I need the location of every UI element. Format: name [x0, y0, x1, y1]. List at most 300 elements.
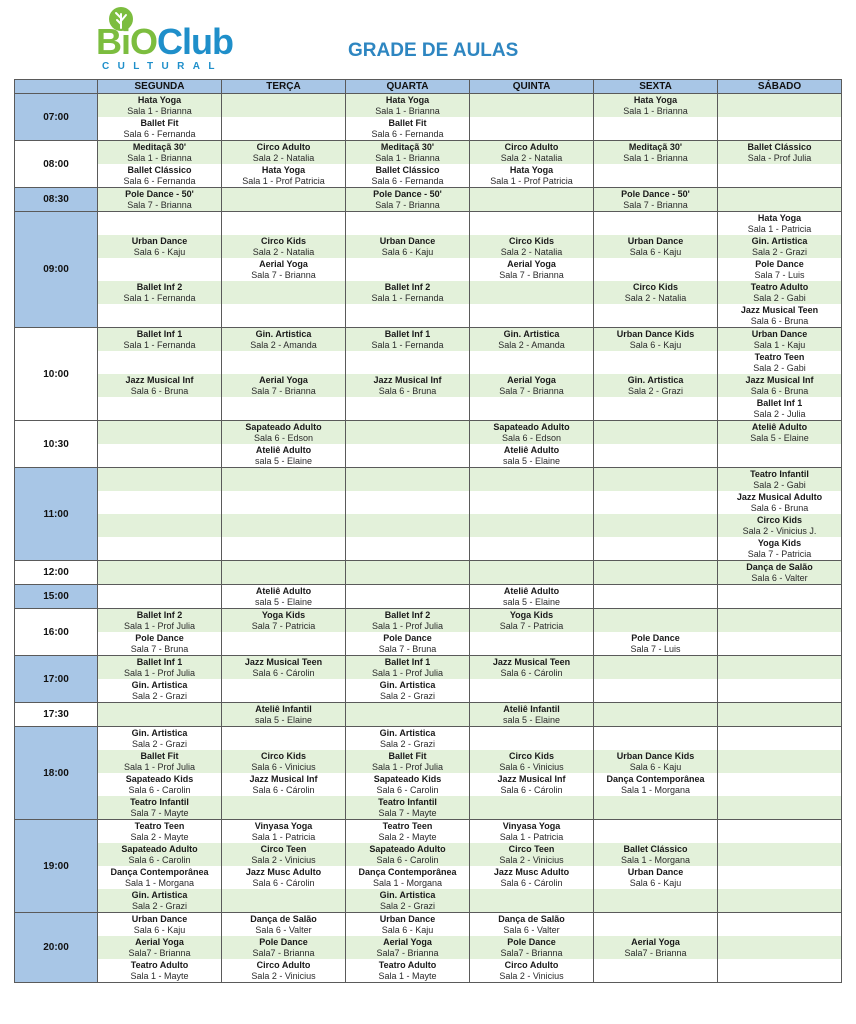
schedule-cell	[98, 397, 222, 421]
schedule-cell	[222, 164, 346, 188]
class-room-teacher: Sala 7 - Brianna	[499, 269, 564, 280]
class-room-teacher: Sala 7 - Patricia	[251, 620, 316, 631]
class-schedule-table	[14, 79, 842, 983]
class-room-teacher: Sala 6 - Cárolin	[500, 784, 563, 795]
class-room-teacher: Sala 6 - Bruna	[750, 502, 809, 513]
bioclub-logo	[96, 4, 236, 72]
schedule-cell	[718, 444, 842, 468]
schedule-cell	[594, 773, 718, 796]
class-name: Aerial Yoga	[135, 936, 184, 947]
class-name: Pole Dance - 50'	[125, 188, 194, 199]
schedule-row	[15, 585, 842, 609]
class-name: Urban Dance	[627, 235, 684, 246]
schedule-row	[15, 609, 842, 633]
class-name: Teatro Infantil	[130, 796, 189, 807]
schedule-row	[15, 561, 842, 585]
class-name: Pole Dance	[755, 258, 804, 269]
time-slot-label: 12:00	[15, 561, 98, 585]
schedule-cell	[98, 820, 222, 844]
class-name: Teatro Teen	[134, 820, 185, 831]
schedule-cell	[222, 94, 346, 118]
class-name: Ateliê Adulto	[255, 585, 312, 596]
class-room-teacher: Sala 1 - Kaju	[753, 339, 806, 350]
schedule-cell	[222, 258, 346, 281]
schedule-row	[15, 537, 842, 561]
time-slot-label: 17:00	[15, 656, 98, 703]
class-room-teacher: Sala 2 - Grazi	[379, 690, 436, 701]
class-name: Urban Dance Kids	[616, 750, 695, 761]
class-room-teacher: Sala 6 - Kaju	[629, 246, 682, 257]
schedule-cell	[594, 843, 718, 866]
schedule-cell	[718, 397, 842, 421]
class-room-teacher: Sala7 - Brianna	[624, 947, 687, 958]
schedule-cell	[594, 585, 718, 609]
schedule-cell	[98, 235, 222, 258]
class-room-teacher: Sala 6 - Valter	[255, 924, 312, 935]
class-room-teacher: Sala 6 - Valter	[503, 924, 560, 935]
schedule-cell	[346, 235, 470, 258]
schedule-cell	[98, 141, 222, 165]
schedule-cell	[346, 328, 470, 352]
schedule-cell	[222, 351, 346, 374]
schedule-cell	[718, 727, 842, 751]
class-room-teacher: Sala 2 - Grazi	[751, 246, 808, 257]
class-room-teacher: Sala 7 - Brianna	[375, 199, 440, 210]
schedule-cell	[222, 843, 346, 866]
schedule-cell	[470, 304, 594, 328]
class-room-teacher: Sala 1 - Prof Julia	[371, 761, 444, 772]
schedule-cell	[222, 609, 346, 633]
class-room-teacher: Sala 6 - Valter	[751, 572, 808, 583]
class-name: Ateliê Adulto	[503, 585, 560, 596]
schedule-cell	[594, 421, 718, 445]
class-name: Jazz Musc Adulto	[245, 866, 322, 877]
schedule-cell	[718, 258, 842, 281]
schedule-cell	[222, 959, 346, 983]
class-name: Ballet Inf 2	[136, 609, 183, 620]
class-room-teacher: Sala 1 - Prof Julia	[123, 761, 196, 772]
schedule-cell	[594, 94, 718, 118]
day-header: SÁBADO	[718, 80, 842, 94]
schedule-cell	[98, 632, 222, 656]
schedule-cell	[346, 281, 470, 304]
schedule-cell	[98, 936, 222, 959]
class-name: Hata Yoga	[261, 164, 306, 175]
class-name: Aerial Yoga	[631, 936, 680, 947]
class-name: Pole Dance	[259, 936, 308, 947]
class-name: Gin. Artistica	[255, 328, 312, 339]
schedule-cell	[222, 374, 346, 397]
class-name: Circo Adulto	[256, 959, 311, 970]
time-slot-label: 19:00	[15, 820, 98, 913]
schedule-cell	[470, 585, 594, 609]
schedule-cell	[346, 773, 470, 796]
schedule-row	[15, 374, 842, 397]
class-name: Jazz Musical Adulto	[736, 491, 823, 502]
schedule-cell	[346, 117, 470, 141]
class-room-teacher: Sala 6 - Bruna	[750, 315, 809, 326]
class-name: Jazz Musical Inf	[497, 773, 566, 784]
class-name: Ballet Inf 2	[136, 281, 183, 292]
schedule-cell	[470, 397, 594, 421]
schedule-cell	[594, 889, 718, 913]
class-name: Ballet Fit	[140, 750, 179, 761]
schedule-cell	[222, 117, 346, 141]
class-name: Sapateado Adulto	[369, 843, 446, 854]
schedule-cell	[346, 141, 470, 165]
schedule-row	[15, 796, 842, 820]
schedule-cell	[346, 843, 470, 866]
class-room-teacher: Sala 6 - Kaju	[629, 761, 682, 772]
schedule-row	[15, 444, 842, 468]
class-name: Hata Yoga	[385, 94, 430, 105]
schedule-cell	[346, 421, 470, 445]
class-room-teacher: Sala 2 - Grazi	[131, 738, 188, 749]
class-room-teacher: Sala 1 - Brianna	[623, 152, 688, 163]
schedule-cell	[98, 703, 222, 727]
class-room-teacher: Sala 1 - Morgana	[124, 877, 195, 888]
schedule-cell	[594, 561, 718, 585]
schedule-cell	[346, 188, 470, 212]
schedule-cell	[470, 820, 594, 844]
schedule-cell	[346, 397, 470, 421]
schedule-cell	[594, 913, 718, 937]
schedule-cell	[98, 444, 222, 468]
class-name: Dança Contemporânea	[110, 866, 209, 877]
class-room-teacher: Sala 1 - Morgana	[372, 877, 443, 888]
schedule-cell	[222, 796, 346, 820]
page-title: GRADE DE AULAS	[348, 40, 519, 61]
schedule-cell	[98, 959, 222, 983]
class-room-teacher: Sala 6 - Vinicius	[499, 761, 564, 772]
schedule-row	[15, 188, 842, 212]
class-name: Circo Kids	[508, 750, 554, 761]
schedule-cell	[470, 727, 594, 751]
logo-wordmark: BiOClub	[96, 21, 233, 62]
day-header: QUARTA	[346, 80, 470, 94]
schedule-cell	[718, 656, 842, 680]
schedule-body	[15, 94, 842, 983]
schedule-cell	[98, 281, 222, 304]
schedule-row	[15, 212, 842, 236]
schedule-cell	[470, 796, 594, 820]
schedule-cell	[594, 141, 718, 165]
schedule-row	[15, 703, 842, 727]
class-room-teacher: Sala 7 - Brianna	[251, 269, 316, 280]
schedule-cell	[222, 444, 346, 468]
schedule-cell	[346, 796, 470, 820]
class-name: Urban Dance	[379, 235, 436, 246]
class-name: Ateliê Adulto	[255, 444, 312, 455]
class-name: Jazz Musc Adulto	[493, 866, 570, 877]
schedule-cell	[222, 703, 346, 727]
schedule-cell	[470, 679, 594, 703]
schedule-cell	[470, 281, 594, 304]
class-name: Urban Dance Kids	[616, 328, 695, 339]
schedule-cell	[222, 212, 346, 236]
class-name: Ateliê Adulto	[751, 421, 808, 432]
class-name: Sapateado Adulto	[245, 421, 322, 432]
schedule-cell	[222, 773, 346, 796]
class-room-teacher: Sala 6 - Kaju	[629, 877, 682, 888]
class-room-teacher: Sala 1 - Fernanda	[371, 339, 444, 350]
class-name: Jazz Musical Inf	[249, 773, 318, 784]
schedule-cell	[346, 889, 470, 913]
schedule-cell	[470, 750, 594, 773]
class-room-teacher: Sala 2 - Mayte	[378, 831, 437, 842]
schedule-cell	[98, 585, 222, 609]
class-name: Ballet Inf 1	[136, 328, 183, 339]
schedule-cell	[594, 820, 718, 844]
class-room-teacher: Sala 1 - Brianna	[127, 152, 192, 163]
schedule-cell	[222, 889, 346, 913]
class-room-teacher: Sala 1 - Prof Patricia	[490, 175, 573, 186]
class-name: Pole Dance	[507, 936, 556, 947]
class-name: Urban Dance	[379, 913, 436, 924]
time-slot-label: 17:30	[15, 703, 98, 727]
class-room-teacher: Sala 1 - Morgana	[620, 784, 691, 795]
schedule-cell	[718, 820, 842, 844]
schedule-row	[15, 866, 842, 889]
class-name: Sapateado Adulto	[493, 421, 570, 432]
schedule-cell	[346, 727, 470, 751]
class-name: Teatro Teen	[382, 820, 433, 831]
class-room-teacher: Sala - Prof Julia	[747, 152, 812, 163]
class-name: Aerial Yoga	[259, 374, 308, 385]
schedule-cell	[718, 843, 842, 866]
class-room-teacher: Sala 7 - Bruna	[130, 643, 189, 654]
schedule-row	[15, 514, 842, 537]
schedule-cell	[718, 94, 842, 118]
schedule-cell	[594, 866, 718, 889]
class-name: Circo Adulto	[256, 141, 311, 152]
schedule-cell	[346, 258, 470, 281]
class-room-teacher: sala 5 - Elaine	[254, 714, 313, 725]
schedule-cell	[98, 561, 222, 585]
class-room-teacher: Sala 6 - Cárolin	[252, 877, 315, 888]
schedule-row	[15, 820, 842, 844]
schedule-row	[15, 351, 842, 374]
class-room-teacher: Sala 7 - Brianna	[127, 199, 192, 210]
schedule-cell	[594, 491, 718, 514]
class-room-teacher: Sala 2 - Vinicius	[251, 970, 316, 981]
class-room-teacher: Sala 1 - Brianna	[375, 105, 440, 116]
schedule-cell	[718, 866, 842, 889]
class-room-teacher: Sala 1 - Fernanda	[123, 339, 196, 350]
schedule-row	[15, 727, 842, 751]
schedule-cell	[222, 913, 346, 937]
time-slot-label: 18:00	[15, 727, 98, 820]
schedule-cell	[718, 609, 842, 633]
class-name: Aerial Yoga	[383, 936, 432, 947]
class-name: Teatro Infantil	[750, 468, 809, 479]
schedule-cell	[346, 750, 470, 773]
class-room-teacher: sala 5 - Elaine	[254, 455, 313, 466]
schedule-cell	[222, 304, 346, 328]
schedule-cell	[718, 374, 842, 397]
class-room-teacher: Sala 1 - Patricia	[251, 831, 316, 842]
schedule-cell	[98, 468, 222, 492]
class-name: Sapateado Kids	[373, 773, 442, 784]
schedule-row	[15, 235, 842, 258]
schedule-cell	[222, 656, 346, 680]
schedule-cell	[594, 212, 718, 236]
class-room-teacher: Sala7 - Brianna	[252, 947, 315, 958]
class-room-teacher: Sala 1 - Brianna	[375, 152, 440, 163]
schedule-cell	[98, 514, 222, 537]
class-room-teacher: Sala 6 - Bruna	[130, 385, 189, 396]
schedule-cell	[346, 936, 470, 959]
class-room-teacher: Sala 6 - Bruna	[378, 385, 437, 396]
schedule-cell	[594, 537, 718, 561]
schedule-cell	[718, 889, 842, 913]
class-name: Urban Dance	[131, 235, 188, 246]
class-room-teacher: Sala 2 - Gabi	[753, 292, 806, 303]
class-room-teacher: Sala 6 - Carolin	[128, 854, 191, 865]
schedule-cell	[222, 421, 346, 445]
schedule-cell	[470, 141, 594, 165]
class-room-teacher: Sala 6 - Carolin	[376, 784, 439, 795]
schedule-cell	[594, 374, 718, 397]
schedule-cell	[222, 141, 346, 165]
class-room-teacher: Sala 2 - Natalia	[500, 152, 563, 163]
schedule-cell	[98, 727, 222, 751]
class-room-teacher: Sala 2 - Gabi	[753, 362, 806, 373]
class-name: Pole Dance - 50'	[373, 188, 442, 199]
class-name: Ateliê Adulto	[503, 444, 560, 455]
class-name: Circo Kids	[260, 235, 306, 246]
class-name: Dança Contemporânea	[606, 773, 705, 784]
schedule-cell	[222, 750, 346, 773]
time-slot-label: 07:00	[15, 94, 98, 141]
class-room-teacher: Sala7 - Brianna	[500, 947, 563, 958]
schedule-cell	[470, 258, 594, 281]
class-name: Ballet Inf 2	[384, 281, 431, 292]
schedule-row	[15, 491, 842, 514]
day-header: SEXTA	[594, 80, 718, 94]
schedule-cell	[594, 444, 718, 468]
class-room-teacher: Sala 2 - Amanda	[250, 339, 317, 350]
schedule-cell	[594, 304, 718, 328]
class-name: Circo Teen	[508, 843, 555, 854]
class-name: Hata Yoga	[757, 212, 802, 223]
schedule-cell	[98, 117, 222, 141]
class-name: Ballet Inf 1	[136, 656, 183, 667]
class-room-teacher: Sala 2 - Vinicius	[251, 854, 316, 865]
schedule-cell	[718, 188, 842, 212]
class-room-teacher: Sala 6 - Kaju	[381, 246, 434, 257]
schedule-cell	[470, 514, 594, 537]
class-room-teacher: Sala 6 - Edson	[501, 432, 562, 443]
schedule-cell	[222, 328, 346, 352]
time-column-header	[15, 80, 98, 94]
schedule-cell	[718, 913, 842, 937]
class-room-teacher: Sala 1 - Prof Julia	[123, 667, 196, 678]
schedule-cell	[98, 351, 222, 374]
schedule-cell	[470, 537, 594, 561]
schedule-cell	[594, 936, 718, 959]
schedule-cell	[594, 656, 718, 680]
schedule-cell	[346, 913, 470, 937]
schedule-cell	[594, 328, 718, 352]
class-name: Ballet Inf 2	[384, 609, 431, 620]
page-header	[0, 0, 856, 78]
schedule-cell	[470, 656, 594, 680]
class-name: Ballet Fit	[140, 117, 179, 128]
schedule-cell	[222, 679, 346, 703]
class-name: Gin. Artistica	[751, 235, 808, 246]
schedule-cell	[594, 397, 718, 421]
class-name: Jazz Musical Inf	[745, 374, 814, 385]
schedule-cell	[222, 491, 346, 514]
schedule-cell	[718, 537, 842, 561]
class-room-teacher: Sala 2 - Vinicius J.	[742, 525, 817, 536]
schedule-cell	[346, 212, 470, 236]
schedule-cell	[346, 561, 470, 585]
class-room-teacher: Sala 2 - Grazi	[379, 738, 436, 749]
class-room-teacher: Sala7 - Brianna	[376, 947, 439, 958]
class-name: Teatro Adulto	[378, 959, 437, 970]
class-room-teacher: Sala 2 - Natalia	[624, 292, 687, 303]
schedule-cell	[98, 843, 222, 866]
schedule-cell	[470, 164, 594, 188]
class-name: Circo Kids	[756, 514, 802, 525]
class-name: Ateliê Infantil	[255, 703, 312, 714]
schedule-row	[15, 117, 842, 141]
schedule-cell	[470, 913, 594, 937]
schedule-cell	[98, 491, 222, 514]
class-name: Circo Kids	[508, 235, 554, 246]
schedule-cell	[594, 727, 718, 751]
class-name: Gin. Artistica	[379, 889, 436, 900]
schedule-cell	[222, 820, 346, 844]
class-name: Ballet Clássico	[623, 843, 688, 854]
schedule-cell	[470, 188, 594, 212]
class-room-teacher: Sala 2 - Natalia	[500, 246, 563, 257]
schedule-row	[15, 632, 842, 656]
schedule-cell	[594, 468, 718, 492]
class-name: Ballet Fit	[388, 750, 427, 761]
class-name: Ateliê Infantil	[503, 703, 560, 714]
schedule-cell	[222, 281, 346, 304]
schedule-cell	[718, 703, 842, 727]
class-room-teacher: Sala 2 - Vinicius	[499, 854, 564, 865]
schedule-row	[15, 258, 842, 281]
schedule-cell	[98, 304, 222, 328]
day-header: SEGUNDA	[98, 80, 222, 94]
class-name: Gin. Artistica	[131, 679, 188, 690]
schedule-cell	[98, 94, 222, 118]
class-room-teacher: Sala 7 - Mayte	[130, 807, 189, 818]
schedule-cell	[594, 351, 718, 374]
class-room-teacher: Sala 2 - Vinicius	[499, 970, 564, 981]
class-name: Urban Dance	[627, 866, 684, 877]
schedule-cell	[222, 585, 346, 609]
schedule-row	[15, 750, 842, 773]
class-room-teacher: Sala 2 - Natalia	[252, 246, 315, 257]
schedule-cell	[346, 537, 470, 561]
schedule-cell	[346, 491, 470, 514]
class-room-teacher: Sala 1 - Mayte	[378, 970, 437, 981]
class-name: Teatro Infantil	[378, 796, 437, 807]
class-room-teacher: Sala 1 - Fernanda	[371, 292, 444, 303]
class-room-teacher: Sala 6 - Cárolin	[252, 667, 315, 678]
class-name: Pole Dance - 50'	[621, 188, 690, 199]
class-room-teacher: Sala 1 - Prof Julia	[371, 620, 444, 631]
schedule-cell	[346, 585, 470, 609]
schedule-row	[15, 164, 842, 188]
class-name: Dança Contemporânea	[358, 866, 457, 877]
